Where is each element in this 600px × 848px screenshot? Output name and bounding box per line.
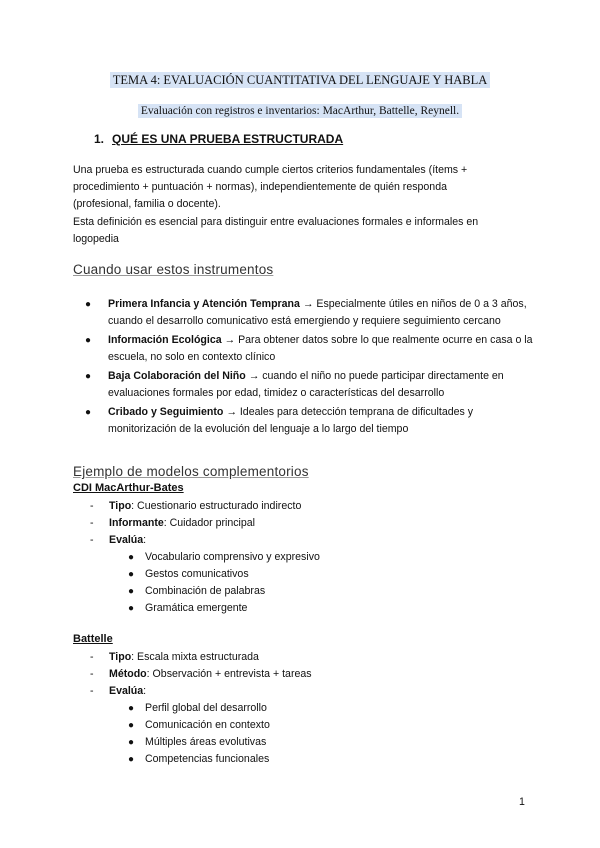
page-number: 1 — [519, 796, 525, 808]
row-value: : — [143, 685, 147, 697]
cdi-title: CDI MacArthur-Bates — [73, 482, 184, 494]
list-item — [88, 515, 301, 532]
bullet-icon: ● — [128, 603, 135, 614]
item-bold: Primera Infancia y Atención Temprana — [108, 298, 300, 310]
document-title: TEMA 4: EVALUACIÓN CUANTITATIVA DEL LENGUAJE Y HABLA — [110, 72, 491, 88]
item-text: Competencias funcionales — [145, 753, 270, 765]
item-text: Combinación de palabras — [145, 585, 266, 597]
row-label: Método — [109, 668, 147, 680]
cuando-heading: Cuando usar estos instrumentos — [73, 262, 274, 277]
row-label: Evalúa — [109, 685, 144, 697]
section-title: QUÉ ES UNA PRUEBA ESTRUCTURADA — [112, 132, 344, 146]
list-item — [124, 700, 270, 717]
bullet-icon: ● — [85, 334, 92, 346]
list-item — [82, 404, 542, 438]
intro-line: Una prueba es estructurada cuando cumple ciertos criterios fundamentales (ítems + — [73, 164, 468, 176]
intro-line: (profesional, familia o docente). — [73, 198, 221, 211]
dash-icon: - — [90, 500, 94, 512]
list-item — [82, 368, 542, 402]
row-label: Tipo — [109, 500, 132, 512]
bullet-icon: ● — [85, 370, 92, 382]
row-value: : Cuestionario estructurado indirecto — [131, 500, 302, 512]
bullet-icon: ● — [128, 737, 135, 748]
bullet-icon: ● — [128, 586, 135, 597]
list-item — [124, 549, 320, 566]
item-text: → cuando el niño no puede participar directamente en evaluaciones formales por edad, timidez o características del desarrollo — [108, 369, 504, 400]
row-label: Informante — [109, 517, 164, 529]
row-value: : — [143, 534, 147, 546]
list-item — [124, 566, 320, 583]
dash-icon: - — [90, 685, 94, 697]
item-text: Gramática emergente — [145, 602, 248, 614]
intro-paragraph — [73, 162, 533, 248]
item-bold: Cribado y Seguimiento — [108, 405, 224, 418]
list-item — [88, 649, 312, 666]
battelle-title: Battelle — [73, 633, 113, 645]
dash-icon: - — [90, 668, 94, 680]
list-item — [124, 751, 270, 768]
list-item — [88, 666, 312, 683]
bullet-icon: ● — [85, 299, 92, 310]
item-bold: Baja Colaboración del Niño — [108, 369, 246, 382]
dash-icon: - — [90, 534, 94, 546]
bullet-icon: ● — [128, 552, 135, 563]
row-value: : Observación + entrevista + tareas — [146, 668, 312, 680]
item-text: Comunicación en contexto — [145, 719, 270, 731]
list-item — [82, 296, 542, 330]
document-subtitle-block — [0, 101, 600, 119]
item-text: Perfil global del desarrollo — [145, 702, 267, 714]
list-item — [124, 583, 320, 600]
dash-icon: - — [90, 651, 94, 663]
list-item — [124, 734, 270, 751]
row-label: Tipo — [109, 651, 132, 663]
row-value: : Cuidador principal — [163, 517, 256, 529]
list-item — [124, 717, 270, 734]
item-text: → Especialmente útiles en niños de 0 a 3 años, cuando el desarrollo comunicativo está emergiendo y requiere seguimiento cercano — [108, 298, 527, 328]
bullet-icon: ● — [128, 569, 135, 580]
document-subtitle: Evaluación con registros e inventarios: MacArthur, Battelle, Reynell. — [138, 104, 462, 118]
battelle-evalua-list — [124, 700, 270, 768]
battelle-list — [88, 649, 312, 700]
section-number: 1. — [94, 132, 105, 146]
bullet-icon: ● — [128, 703, 135, 714]
list-item — [88, 683, 312, 700]
list-item — [88, 498, 301, 515]
list-item — [82, 332, 542, 366]
section-heading — [94, 132, 343, 146]
row-value: : Escala mixta estructurada — [131, 651, 259, 663]
ejemplo-heading: Ejemplo de modelos complementorios — [73, 464, 309, 479]
item-text: Múltiples áreas evolutivas — [145, 736, 267, 748]
cdi-list — [88, 498, 301, 549]
item-bold: Información Ecológica — [108, 333, 222, 346]
intro-line: procedimiento + puntuación + normas), independientemente de quién responda — [73, 181, 447, 194]
document-title-block — [0, 71, 600, 89]
intro-line: logopedia — [73, 232, 119, 245]
list-item — [124, 600, 320, 617]
item-text: Vocabulario comprensivo y expresivo — [145, 551, 320, 563]
item-text: → Para obtener datos sobre lo que realmente ocurre en casa o la escuela, no solo en contexto clínico — [108, 333, 533, 364]
row-label: Evalúa — [109, 534, 144, 546]
list-item — [88, 532, 301, 549]
item-text: → Ideales para detección temprana de dificultades y monitorización de la evolución del lenguaje a lo largo del tiempo — [108, 405, 474, 435]
bullet-icon: ● — [128, 720, 135, 731]
dash-icon: - — [90, 517, 94, 529]
bullet-icon: ● — [128, 754, 135, 765]
cdi-evalua-list — [124, 549, 320, 617]
item-text: Gestos comunicativos — [145, 568, 249, 580]
cuando-list — [82, 296, 542, 440]
intro-line: Esta definición es esencial para distinguir entre evaluaciones formales e informales en — [73, 215, 479, 228]
bullet-icon: ● — [85, 406, 92, 418]
